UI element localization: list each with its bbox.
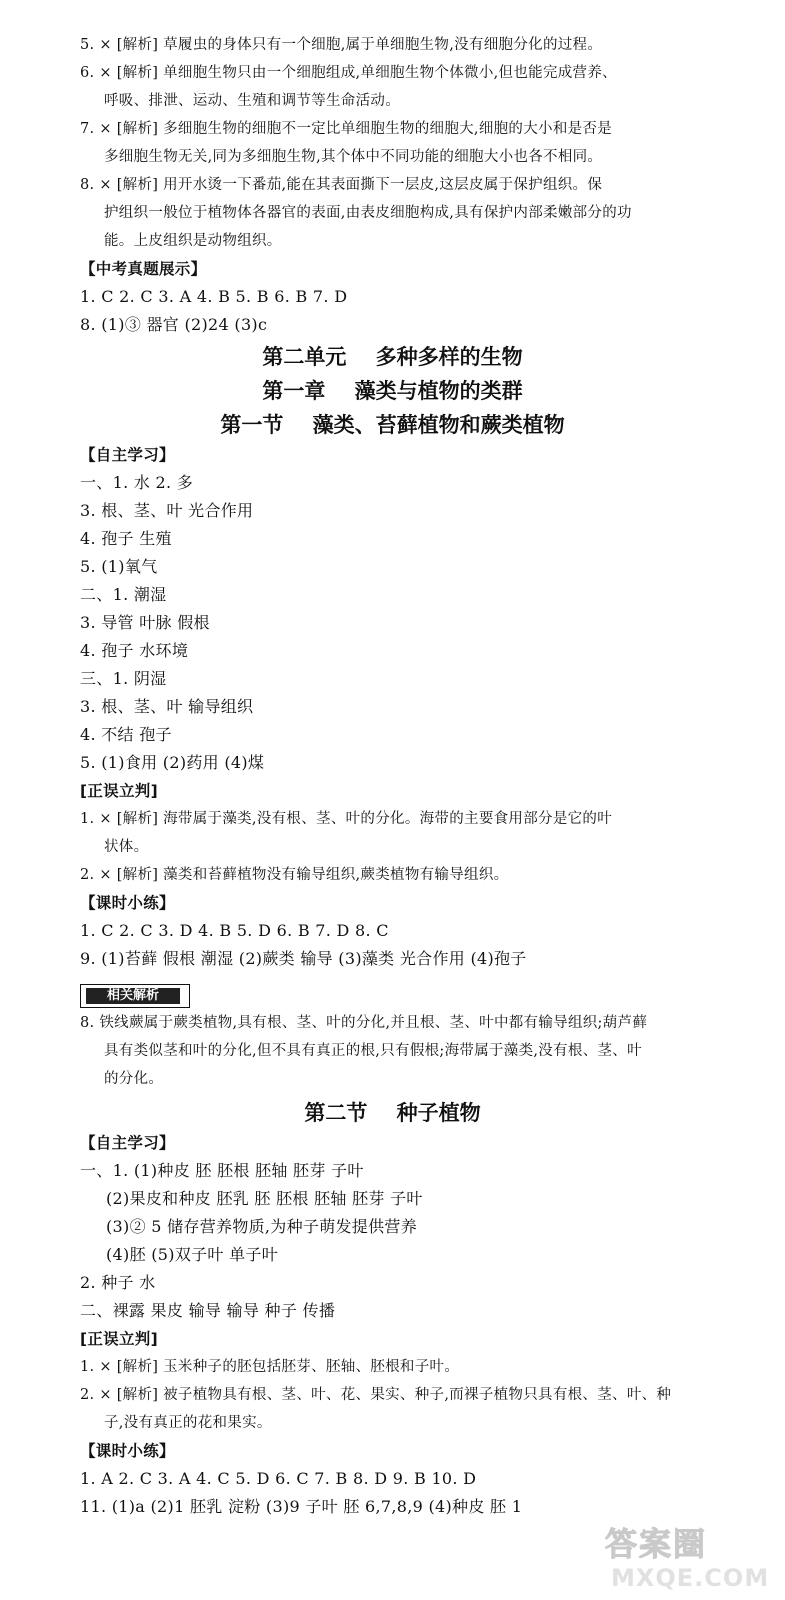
true-false-1-line2: 状体。 <box>104 839 149 855</box>
chapter-title: 第一章 藻类与植物的类群 <box>262 379 523 403</box>
self-study-2-line: (2)果皮和种皮 胚乳 胚 胚根 胚轴 胚芽 子叶 <box>106 1189 423 1208</box>
answer-q6-line2: 呼吸、排泄、运动、生殖和调节等生命活动。 <box>104 93 400 109</box>
practice-2-answer-11: 11. (1)a (2)1 胚乳 淀粉 (3)9 子叶 胚 6,7,8,9 (4)种皮 胚 1 <box>80 1497 523 1516</box>
watermark-logo: 答案圈 <box>605 1525 708 1563</box>
true-false-1-line1: 1. × [解析] 海带属于藻类,没有根、茎、叶的分化。海带的主要食用部分是它的叶 <box>80 811 613 827</box>
self-study-line: 二、1. 潮湿 <box>80 585 167 604</box>
true-false-2-2-line1: 2. × [解析] 被子植物具有根、茎、叶、花、果实、种子,而裸子植物只具有根、茎、叶、种 <box>80 1387 672 1403</box>
self-study-line: 3. 导管 叶脉 假根 <box>80 613 210 632</box>
related-analysis-8-line1: 8. 铁线蕨属于蕨类植物,具有根、茎、叶的分化,并且根、茎、叶中都有输导组织;葫芦藓 <box>80 1015 648 1031</box>
practice-2-answers-1-10: 1. A 2. C 3. A 4. C 5. D 6. C 7. B 8. D 9. B 10. D <box>80 1469 477 1488</box>
true-false-2-2-line2: 子,没有真正的花和果实。 <box>104 1415 272 1431</box>
section-heading-practice: 【课时小练】 <box>80 894 175 912</box>
self-study-line: 一、1. 水 2. 多 <box>80 473 194 492</box>
related-analysis-label: 相关解析 <box>86 988 180 1004</box>
self-study-line: 5. (1)食用 (2)药用 (4)煤 <box>80 753 265 772</box>
answer-q7-line1: 7. × [解析] 多细胞生物的细胞不一定比单细胞生物的细胞大,细胞的大小和是否是 <box>80 121 613 137</box>
self-study-line: 3. 根、茎、叶 光合作用 <box>80 501 254 520</box>
true-false-2: 2. × [解析] 藻类和苔藓植物没有输导组织,蕨类植物有输导组织。 <box>80 867 509 883</box>
related-analysis-tag <box>80 984 190 1008</box>
section-heading-true-false-2: [正误立判] <box>80 1330 158 1348</box>
self-study-line: 三、1. 阴湿 <box>80 669 167 688</box>
self-study-2-line: 二、裸露 果皮 输导 输导 种子 传播 <box>80 1301 336 1320</box>
watermark <box>603 1524 773 1594</box>
watermark-url: MXQE.COM <box>611 1564 770 1592</box>
section-heading-true-false: [正误立判] <box>80 782 158 800</box>
section-title-1: 第一节 藻类、苔藓植物和蕨类植物 <box>220 413 565 437</box>
unit-title: 第二单元 多种多样的生物 <box>262 345 523 369</box>
answer-q6-line1: 6. × [解析] 单细胞生物只由一个细胞组成,单细胞生物个体微小,但也能完成营养、 <box>80 65 617 81</box>
practice-answers-1-8: 1. C 2. C 3. D 4. B 5. D 6. B 7. D 8. C <box>80 921 389 940</box>
self-study-2-line: 2. 种子 水 <box>80 1273 156 1292</box>
self-study-line: 4. 孢子 生殖 <box>80 529 172 548</box>
exam-answers-1-7: 1. C 2. C 3. A 4. B 5. B 6. B 7. D <box>80 287 348 306</box>
related-analysis-8-line3: 的分化。 <box>104 1071 164 1087</box>
self-study-2-line: (4)胚 (5)双子叶 单子叶 <box>106 1245 279 1264</box>
answer-q7-line2: 多细胞生物无关,同为多细胞生物,其个体中不同功能的细胞大小也各不相同。 <box>104 149 603 165</box>
answer-q8-line3: 能。上皮组织是动物组织。 <box>104 233 282 249</box>
self-study-line: 4. 不结 孢子 <box>80 725 172 744</box>
section-heading-self-study: 【自主学习】 <box>80 446 175 464</box>
answer-q8-line2: 护组织一般位于植物体各器官的表面,由表皮细胞构成,具有保护内部柔嫩部分的功 <box>104 205 632 221</box>
self-study-line: 5. (1)氧气 <box>80 557 158 576</box>
self-study-2-line: (3)② 5 储存营养物质,为种子萌发提供营养 <box>106 1217 418 1236</box>
answer-q5: 5. × [解析] 草履虫的身体只有一个细胞,属于单细胞生物,没有细胞分化的过程。 <box>80 37 603 53</box>
section-heading-practice-2: 【课时小练】 <box>80 1442 175 1460</box>
true-false-2-1: 1. × [解析] 玉米种子的胚包括胚芽、胚轴、胚根和子叶。 <box>80 1359 460 1375</box>
section-heading-exam: 【中考真题展示】 <box>80 260 207 278</box>
exam-answer-8: 8. (1)③ 器官 (2)24 (3)c <box>80 315 268 334</box>
section-heading-self-study-2: 【自主学习】 <box>80 1134 175 1152</box>
self-study-2-line: 一、1. (1)种皮 胚 胚根 胚轴 胚芽 子叶 <box>80 1161 364 1180</box>
self-study-line: 4. 孢子 水环境 <box>80 641 189 660</box>
section-title-2: 第二节 种子植物 <box>304 1101 481 1125</box>
answer-q8-line1: 8. × [解析] 用开水烫一下番茄,能在其表面撕下一层皮,这层皮属于保护组织。保 <box>80 177 603 193</box>
related-analysis-8-line2: 具有类似茎和叶的分化,但不具有真正的根,只有假根;海带属于藻类,没有根、茎、叶 <box>104 1043 642 1059</box>
self-study-line: 3. 根、茎、叶 输导组织 <box>80 697 254 716</box>
practice-answer-9: 9. (1)苔藓 假根 潮湿 (2)蕨类 输导 (3)藻类 光合作用 (4)孢子 <box>80 949 527 968</box>
